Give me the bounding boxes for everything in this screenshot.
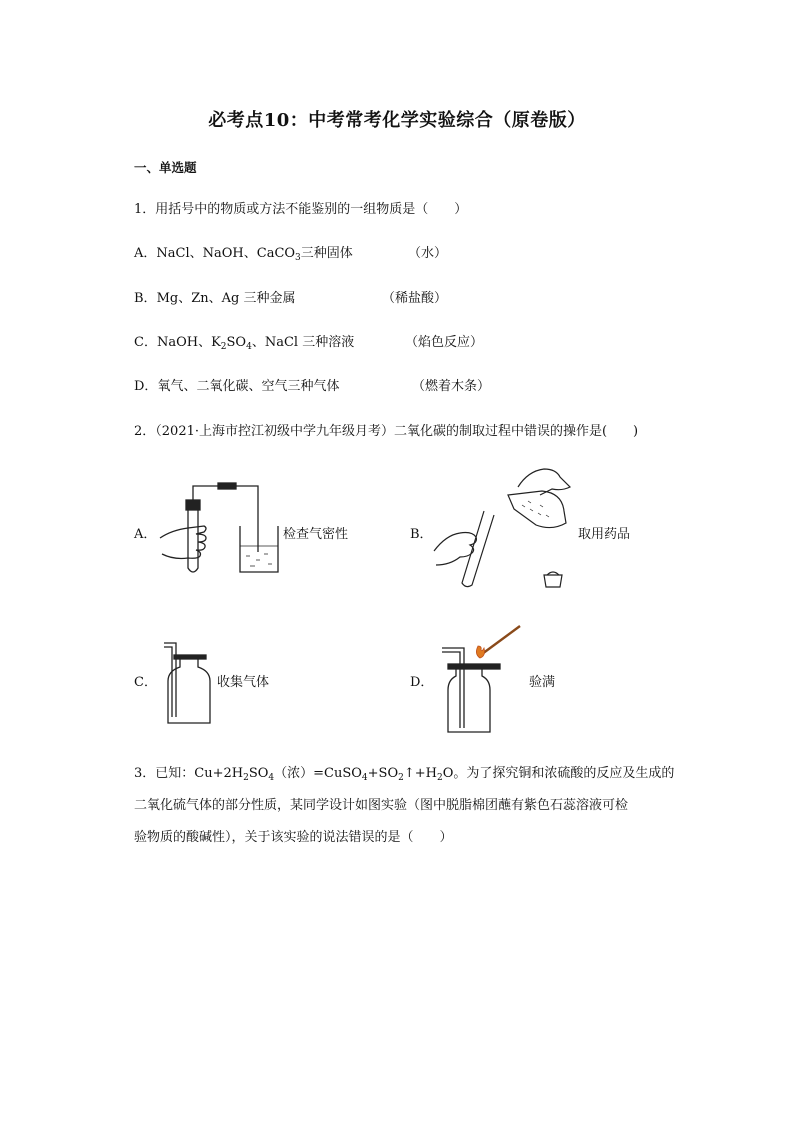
pouring-reagent-illustration bbox=[432, 465, 577, 593]
q2-figure-b-caption: 取用药品 bbox=[578, 527, 631, 542]
question-3-line-3: 验物质的酸碱性），关于该实验的说法错误的是（ ） bbox=[134, 830, 453, 845]
q1-option-a bbox=[134, 242, 353, 263]
question-1-stem: 1．用括号中的物质或方法不能鉴别的一组物质是（ ） bbox=[134, 202, 468, 217]
option-letter: A． bbox=[134, 246, 157, 261]
option-text: 氧气、二氧化碳、空气三种气体 bbox=[157, 379, 340, 394]
option-text: NaCl、NaOH、CaCO$_3$三种固体 bbox=[156, 246, 353, 263]
gas-collection-bottle bbox=[160, 637, 215, 727]
q2-figure-c-letter: C． bbox=[134, 675, 157, 690]
q1-option-d-method: （燃着木条） bbox=[412, 379, 491, 394]
air-tightness-check-apparatus bbox=[150, 480, 285, 580]
q2-figure-a-letter: A． bbox=[134, 527, 157, 542]
burning-splint-bottle bbox=[438, 624, 528, 734]
question-3-line-2: 二氧化硫气体的部分性质，某同学设计如图实验（图中脱脂棉团蘸有紫色石蕊溶液可检 bbox=[134, 798, 629, 813]
option-letter: D． bbox=[134, 379, 158, 394]
q1-option-a-method: （水） bbox=[408, 246, 448, 261]
q2-figure-c-caption: 收集气体 bbox=[217, 675, 270, 690]
q2-figure-b-letter: B． bbox=[410, 527, 433, 542]
q2-figure-a-caption: 检查气密性 bbox=[283, 527, 349, 542]
question-2-stem: 2．（2021·上海市控江初级中学九年级月考）二氧化碳的制取过程中错误的操作是( ) bbox=[134, 424, 639, 439]
q1-option-d bbox=[134, 375, 339, 394]
question-3-line-1: 3．已知：$Cu+2H_2SO_4$（浓）$=CuSO_4+SO_2↑+H_2O$。为了探究铜和浓硫酸的反应及生成的 bbox=[134, 766, 675, 783]
option-text: Mg、Zn、Ag 三种金属 bbox=[156, 291, 296, 306]
q1-option-c-method: （焰色反应） bbox=[405, 335, 484, 350]
q1-option-b bbox=[134, 287, 295, 306]
option-letter: B． bbox=[134, 291, 157, 306]
q2-figure-d-letter: D． bbox=[410, 675, 434, 690]
page-title: 必考点10：中考常考化学实验综合（原卷版） bbox=[208, 110, 586, 131]
q2-figure-d-caption: 验满 bbox=[529, 675, 556, 690]
option-text: NaOH、$K_2SO_4$、NaCl 三种溶液 bbox=[156, 335, 355, 352]
section-heading: 一、单选题 bbox=[134, 160, 197, 175]
q1-option-c bbox=[134, 331, 354, 352]
option-letter: C． bbox=[134, 335, 157, 350]
q1-option-b-method: （稀盐酸） bbox=[382, 291, 448, 306]
